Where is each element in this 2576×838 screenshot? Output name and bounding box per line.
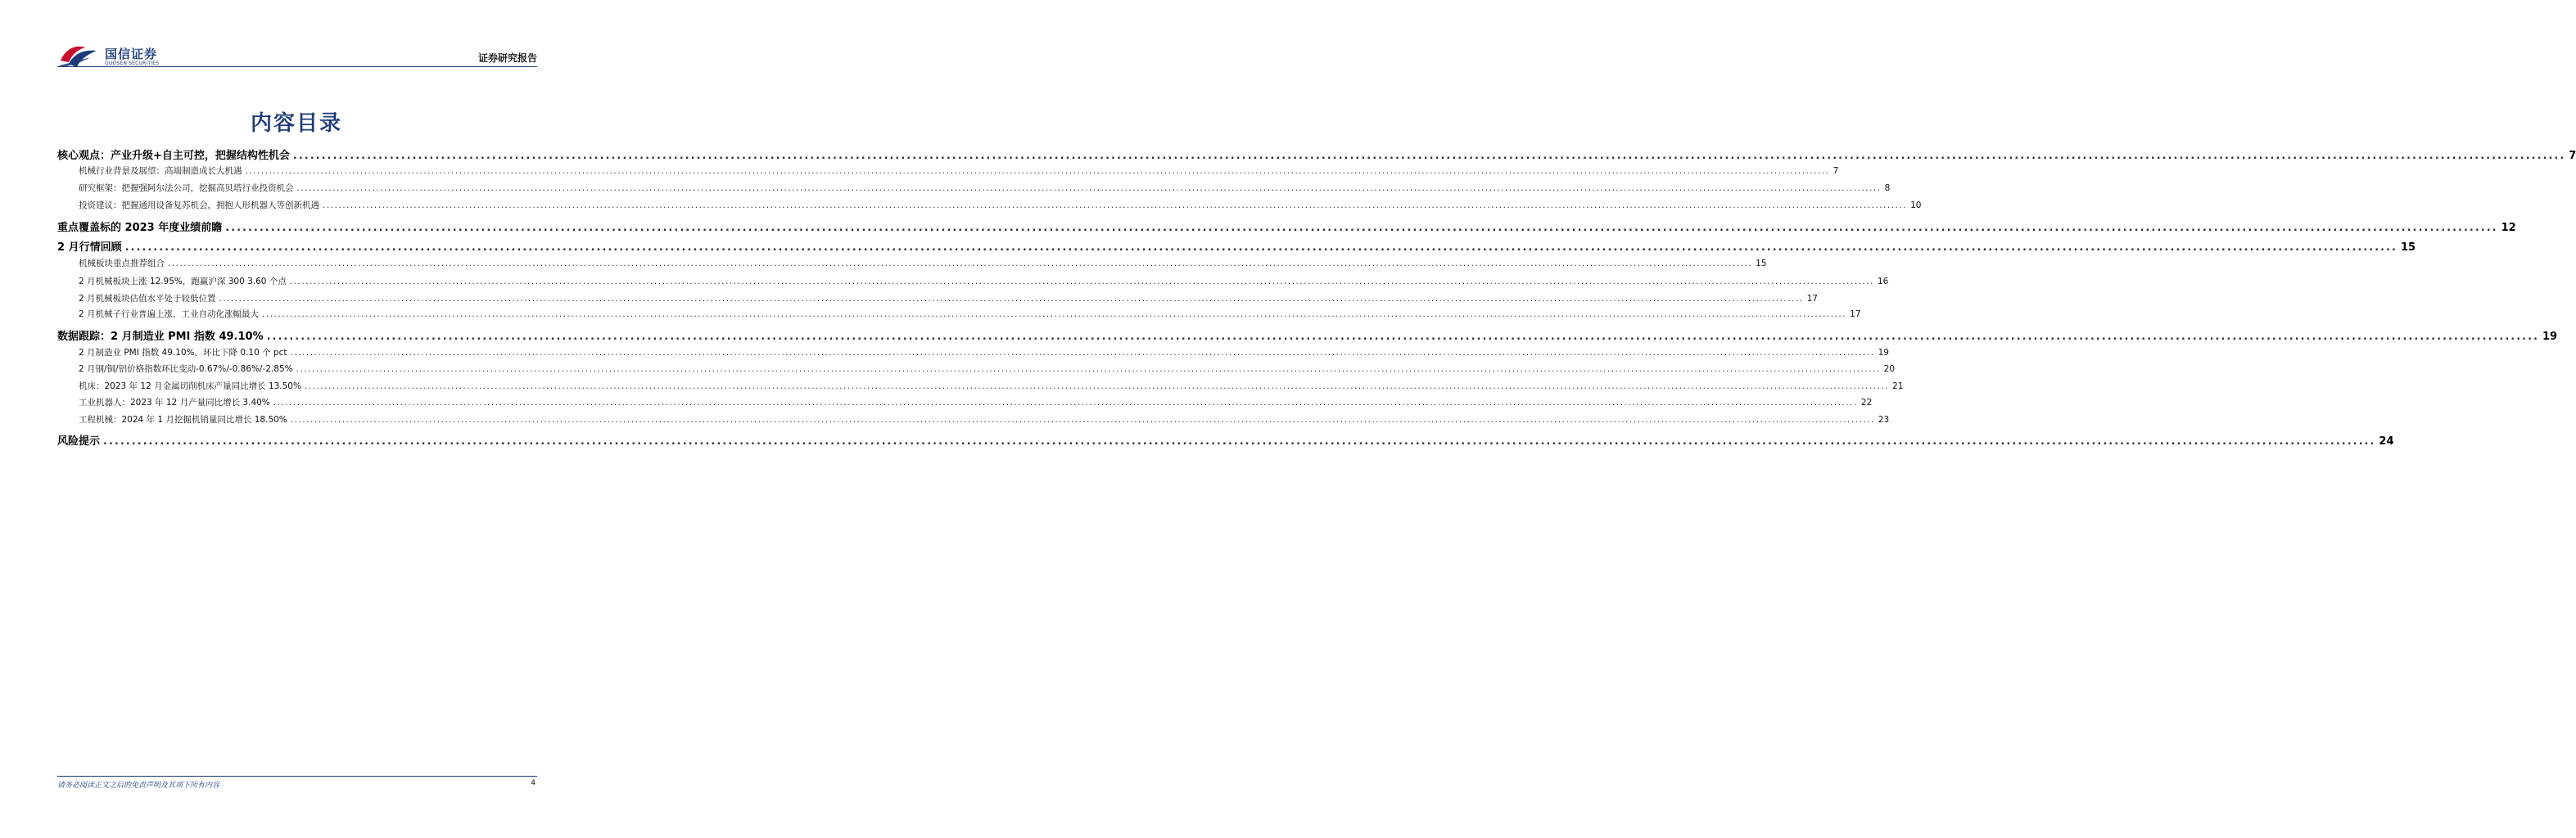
toc-dot-leader: ................................................................................................................................................................................................................................................................................................................................................................................................................ (296, 183, 1882, 193)
toc-entry-title: 2 月机械子行业普遍上涨，工业自动化涨幅最大 (79, 309, 260, 319)
toc-entry-section[interactable] (57, 413, 1890, 426)
toc-entry-chapter[interactable] (57, 432, 2394, 448)
toc-entry-section[interactable] (57, 380, 1904, 392)
toc-entry-page: 17 (1850, 309, 1861, 319)
toc-entry-title: 机械行业背景及展望：高端制造成长大机遇 (79, 166, 242, 176)
toc-entry-page: 21 (1892, 381, 1904, 391)
toc-entry-title: 投资建议：把握通用设备复苏机会，拥抱人形机器人等创新机遇 (79, 200, 319, 210)
toc-entry-page: 8 (1884, 183, 1891, 193)
disclaimer-note: 请务必阅读正文之后的免责声明及其项下所有内容 (57, 782, 220, 790)
toc-entry-page: 17 (1806, 294, 1818, 304)
toc-entry-page: 19 (2542, 331, 2558, 343)
toc-entry-section[interactable] (57, 182, 1891, 194)
toc-entry-page: 22 (1860, 398, 1873, 408)
logo-text-en: GUOSEN SECURITIES (105, 61, 160, 66)
toc-entry-page: 10 (1910, 200, 1922, 210)
toc-entry-page: 15 (2400, 241, 2416, 254)
toc-entry-title: 工程机械：2024 年 1 月挖掘机销量同比增长 18.50% (79, 415, 287, 425)
toc-entry-page: 24 (2379, 435, 2394, 448)
toc-dot-leader: ................................................................................................................................................................................................................................................................................................................................................................................................................ (296, 364, 1881, 374)
toc-dot-leader: ................................................................................................................................................................................................................................................................................................................................................................................................................ (124, 241, 2397, 254)
toc-dot-leader: ................................................................................................................................................................................................................................................................................................................................................................................................................ (292, 150, 2566, 162)
toc-entry-title: 核心观点：产业升级+自主可控，把握结构性机会 (57, 150, 290, 162)
toc-entry-title: 工业机器人：2023 年 12 月产量同比增长 3.40% (79, 398, 270, 408)
toc-dot-leader: ................................................................................................................................................................................................................................................................................................................................................................................................................ (262, 309, 1847, 319)
toc-dot-leader: ................................................................................................................................................................................................................................................................................................................................................................................................................ (103, 435, 2376, 448)
toc-title: 内容目录 (250, 111, 342, 136)
report-type-label: 证券研究报告 (477, 52, 537, 64)
toc-dot-leader: ................................................................................................................................................................................................................................................................................................................................................................................................................ (245, 166, 1830, 176)
toc-entry-chapter[interactable] (57, 238, 2416, 254)
guosen-logo-icon (57, 43, 102, 69)
toc-dot-leader: ................................................................................................................................................................................................................................................................................................................................................................................................................ (273, 398, 1858, 408)
toc-entry-page: 23 (1878, 415, 1890, 425)
toc-entry-title: 2 月钢/铜/铝价格指数环比变动-0.67%/-0.86%/-2.85% (79, 364, 293, 374)
toc-dot-leader: ................................................................................................................................................................................................................................................................................................................................................................................................................ (290, 348, 1875, 358)
toc-dot-leader: ................................................................................................................................................................................................................................................................................................................................................................................................................ (225, 222, 2498, 234)
toc-entry-title: 2 月制造业 PMI 指数 49.10%，环比下降 0.10 个 pct (79, 348, 287, 358)
toc-entry-title: 风险提示 (57, 435, 101, 448)
toc-dot-leader: ................................................................................................................................................................................................................................................................................................................................................................................................................ (266, 331, 2539, 343)
toc-entry-title: 研究框架：把握强阿尔法公司，挖掘高贝塔行业投资机会 (79, 183, 294, 193)
toc-entry-title: 机床：2023 年 12 月金属切削机床产量同比增长 13.50% (79, 381, 301, 391)
toc-dot-leader: ................................................................................................................................................................................................................................................................................................................................................................................................................ (219, 294, 1804, 304)
guosen-logo (57, 43, 172, 69)
toc-entry-page: 12 (2501, 222, 2516, 234)
toc-entry-page: 7 (2569, 150, 2576, 162)
toc-entry-page: 20 (1883, 364, 1896, 374)
toc-entry-title: 机械板块重点推荐组合 (79, 259, 165, 268)
toc-entry-title: 重点覆盖标的 2023 年度业绩前瞻 (57, 222, 223, 234)
toc-dot-leader: ................................................................................................................................................................................................................................................................................................................................................................................................................ (290, 415, 1875, 425)
toc-dot-leader: ................................................................................................................................................................................................................................................................................................................................................................................................................ (304, 381, 1890, 391)
page-number: 4 (531, 779, 536, 787)
toc-entry-section[interactable] (57, 396, 1873, 408)
toc-entry-section[interactable] (57, 275, 1889, 287)
logo-text-cn: 国信证券 (105, 47, 158, 61)
toc-dot-leader: ................................................................................................................................................................................................................................................................................................................................................................................................................ (289, 277, 1874, 286)
toc-entry-title: 2 月机械板块上涨 12.95%，跑赢沪深 300 3.60 个点 (79, 277, 287, 286)
toc-entry-section[interactable] (57, 363, 1896, 375)
toc-entry-section[interactable] (57, 346, 1889, 358)
toc-dot-leader: ................................................................................................................................................................................................................................................................................................................................................................................................................ (323, 200, 1908, 210)
header-divider (57, 66, 537, 67)
footer-divider (57, 776, 537, 777)
toc-entry-chapter[interactable] (57, 327, 2558, 343)
toc-entry-page: 16 (1877, 277, 1889, 286)
toc-entry-section[interactable] (57, 199, 1922, 211)
toc-entry-page: 19 (1878, 348, 1889, 358)
toc-entry-page: 15 (1756, 259, 1767, 268)
toc-entry-title: 2 月机械板块估值水平处于较低位置 (79, 294, 216, 304)
toc-dot-leader: ................................................................................................................................................................................................................................................................................................................................................................................................................ (168, 259, 1753, 268)
toc-entry-section[interactable] (57, 164, 1839, 177)
toc-entry-section[interactable] (57, 257, 1767, 269)
toc-entry-title: 2 月行情回顾 (57, 241, 122, 254)
page-header (0, 0, 593, 74)
toc-entry-section[interactable] (57, 308, 1861, 320)
toc-entry-section[interactable] (57, 292, 1818, 304)
toc-entry-chapter[interactable] (57, 219, 2516, 234)
toc-entry-page: 7 (1833, 166, 1839, 176)
toc-entry-title: 数据跟踪：2 月制造业 PMI 指数 49.10% (57, 331, 264, 343)
toc-entry-chapter[interactable] (57, 146, 2576, 162)
